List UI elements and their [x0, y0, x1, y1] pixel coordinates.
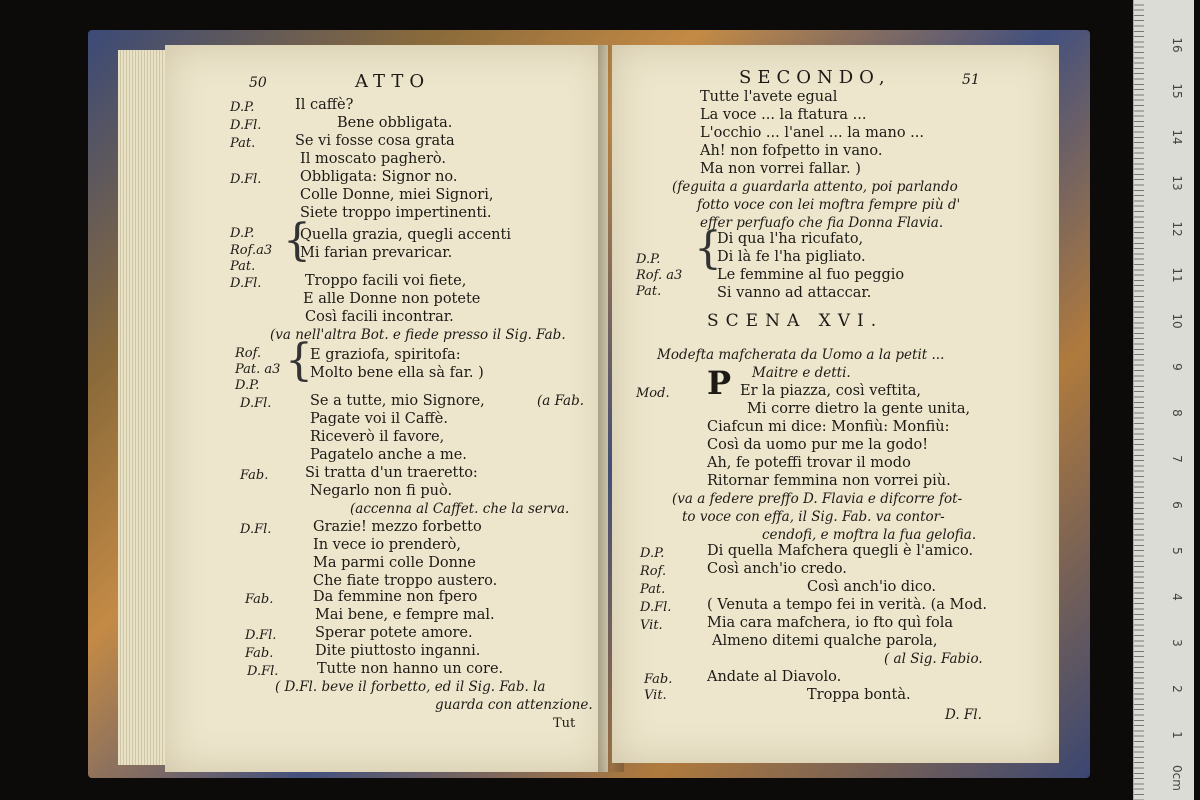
ruler-label: 6	[1170, 501, 1184, 509]
brace-icon: {	[283, 215, 311, 266]
verse-line: Se vi fosse cosa grata	[295, 133, 455, 149]
verse-line: Mi farian prevaricar.	[300, 245, 453, 261]
verse-line: Di là fe l'ha pigliato.	[717, 249, 866, 265]
stage-direction: to voce con effa, il Sig. Fab. va contor-	[682, 509, 945, 525]
ruler-label: 15	[1170, 83, 1184, 99]
stage-direction: fotto voce con lei moftra fempre più d'	[697, 197, 961, 213]
verse-line: Andate al Diavolo.	[707, 669, 842, 685]
ruler-label: 16	[1170, 37, 1184, 53]
speaker: Fab.	[245, 592, 274, 607]
speaker: D.Fl.	[640, 600, 672, 615]
verse-line: L'occhio ... l'anel ... la mano ...	[700, 125, 924, 141]
brace-icon: {	[694, 223, 722, 274]
verse-line: ( Venuta a tempo fei in verità. (a Mod.	[707, 597, 987, 613]
verse-line: Dite piuttosto inganni.	[315, 643, 481, 659]
speaker: Fab.	[644, 672, 673, 687]
speaker: D.P.	[230, 226, 255, 241]
verse-line: Pagatelo anche a me.	[310, 447, 467, 463]
verse-line: Così anch'io dico.	[807, 579, 937, 595]
speaker: Pat.	[230, 136, 256, 151]
stage-direction: (va nell'altra Bot. e fiede presso il Sig. Fab.	[270, 327, 566, 343]
ruler-label: 14	[1170, 129, 1184, 145]
speaker: Vit.	[644, 688, 667, 703]
verse-line: Se a tutte, mio Signore,	[310, 393, 485, 409]
measuring-ruler	[1133, 0, 1194, 800]
ruler-label: 8	[1170, 409, 1184, 417]
verse-line: La voce ... la ftatura ...	[700, 107, 867, 123]
speaker: Fab.	[240, 468, 269, 483]
speaker: D.P.	[235, 378, 260, 393]
ruler-label: 7	[1170, 455, 1184, 463]
speaker: Pat.	[640, 582, 666, 597]
speaker: D.P.	[636, 252, 661, 267]
verse-line: Ah! non fofpetto in vano.	[700, 143, 883, 159]
speaker: Mod.	[636, 386, 670, 401]
verse-line: Troppa bontà.	[807, 687, 911, 703]
verse-line: Le femmine al fuo peggio	[717, 267, 905, 283]
speaker: D.Fl.	[245, 628, 277, 643]
scene-description: Maitre e detti.	[752, 365, 851, 381]
catchword: Tut	[553, 716, 576, 731]
ruler-label: 11	[1170, 267, 1184, 283]
speaker: D.Fl.	[230, 172, 262, 187]
ruler-label: 10	[1170, 313, 1184, 329]
speaker: D.Fl.	[230, 276, 262, 291]
speaker: D.Fl.	[247, 664, 279, 679]
speaker: Fab.	[245, 646, 274, 661]
verse-line: Mai bene, e fempre mal.	[315, 607, 495, 623]
verse-line: Di qua l'ha ricufato,	[717, 231, 864, 247]
verse-line: Tutte non hanno un core.	[317, 661, 504, 677]
ruler-label: 2	[1170, 685, 1184, 693]
ruler-label: 9	[1170, 363, 1184, 371]
verse-line: Bene obbligata.	[337, 115, 453, 131]
speaker: Rof.	[640, 564, 667, 579]
drop-cap: P	[707, 364, 732, 402]
speaker: D.P.	[230, 100, 255, 115]
verse-line: Molto bene ella sà far. )	[310, 365, 484, 381]
stage-direction: effer perfuafo che fia Donna Flavia.	[700, 215, 944, 231]
verse-line: Pagate voi il Caffè.	[310, 411, 448, 427]
right-page	[612, 45, 1059, 763]
verse-line: Di quella Mafchera quegli è l'amico.	[707, 543, 974, 559]
speaker: Rof. a3	[636, 268, 683, 283]
verse-line: Ciafcun mi dice: Monfiù: Monfiù:	[707, 419, 950, 435]
verse-line: Si tratta d'un traeretto:	[305, 465, 478, 481]
stage-direction: (feguita a guardarla attento, poi parlando	[672, 179, 958, 195]
stage-direction: (va a federe preffo D. Flavia e difcorre fot-	[672, 491, 963, 507]
verse-line: Siete troppo impertinenti.	[300, 205, 492, 221]
verse-line: Quella grazia, quegli accenti	[300, 227, 511, 243]
verse-line: Tutte l'avete egual	[700, 89, 838, 105]
left-page	[165, 45, 608, 772]
verse-line: Troppo facili voi fiete,	[305, 273, 467, 289]
speaker: D.Fl.	[240, 396, 272, 411]
aside: (a Fab.	[537, 393, 585, 409]
speaker: Pat. a3	[235, 362, 281, 377]
verse-line: Che fiate troppo austero.	[313, 573, 498, 589]
speaker: Pat.	[230, 259, 256, 274]
stage-direction: guarda con attenzione.	[435, 697, 593, 713]
speaker: D.Fl.	[230, 118, 262, 133]
ruler-label: 13	[1170, 175, 1184, 191]
verse-line: Ah, fe poteffi trovar il modo	[707, 455, 911, 471]
scene-heading: SCENA XVI.	[707, 311, 884, 331]
ruler-label: 4	[1170, 593, 1184, 601]
verse-line: Obbligata: Signor no.	[300, 169, 458, 185]
stage-direction: cendofi, e moftra la fua gelofia.	[762, 527, 977, 543]
verse-line: Almeno ditemi qualche parola,	[712, 633, 938, 649]
verse-line: E alle Donne non potete	[303, 291, 481, 307]
ruler-label: 1	[1170, 731, 1184, 739]
aside: ( al Sig. Fabio.	[884, 651, 983, 667]
verse-line: E graziofa, spiritofa:	[310, 347, 461, 363]
verse-line: Er la piazza, così veftita,	[740, 383, 921, 399]
scene-description: Modefta mafcherata da Uomo a la petit ...	[657, 347, 945, 363]
verse-line: Negarlo non fi può.	[310, 483, 453, 499]
verse-line: Grazie! mezzo forbetto	[313, 519, 482, 535]
speaker: Vit.	[640, 618, 663, 633]
page-number: 51	[962, 72, 980, 88]
verse-line: Così da uomo pur me la godo!	[707, 437, 929, 453]
brace-icon: {	[285, 335, 313, 386]
speaker: D.Fl.	[240, 522, 272, 537]
speaker: Rof.a3	[230, 243, 273, 258]
verse-line: Sperar potete amore.	[315, 625, 473, 641]
speaker: Pat.	[636, 284, 662, 299]
verse-line: Il caffè?	[295, 97, 354, 113]
page-header: ATTO	[355, 71, 431, 92]
verse-line: Ma non vorrei fallar. )	[700, 161, 861, 177]
speaker: Rof.	[235, 346, 262, 361]
verse-line: Ma parmi colle Donne	[313, 555, 476, 571]
catchword: D. Fl.	[945, 707, 982, 723]
verse-line: Il moscato pagherò.	[300, 151, 446, 167]
verse-line: Ritornar femmina non vorrei più.	[707, 473, 951, 489]
verse-line: Colle Donne, miei Signori,	[300, 187, 494, 203]
verse-line: Mia cara mafchera, io fto quì fola	[707, 615, 954, 631]
ruler-label: 5	[1170, 547, 1184, 555]
stage-direction: (accenna al Caffet. che la serva.	[350, 501, 570, 517]
verse-line: In vece io prenderò,	[313, 537, 462, 553]
verse-line: Così facili incontrar.	[305, 309, 454, 325]
verse-line: Riceverò il favore,	[310, 429, 445, 445]
ruler-label: 0cm	[1170, 765, 1184, 791]
speaker: D.P.	[640, 546, 665, 561]
verse-line: Si vanno ad attaccar.	[717, 285, 872, 301]
verse-line: Mi corre dietro la gente unita,	[747, 401, 971, 417]
verse-line: Da femmine non fpero	[313, 589, 478, 605]
ruler-label: 3	[1170, 639, 1184, 647]
page-number: 50	[249, 75, 267, 91]
verse-line: Così anch'io credo.	[707, 561, 847, 577]
ruler-label: 12	[1170, 221, 1184, 237]
page-header: SECONDO,	[739, 67, 891, 88]
stage-direction: ( D.Fl. beve il forbetto, ed il Sig. Fab. la	[275, 679, 546, 695]
